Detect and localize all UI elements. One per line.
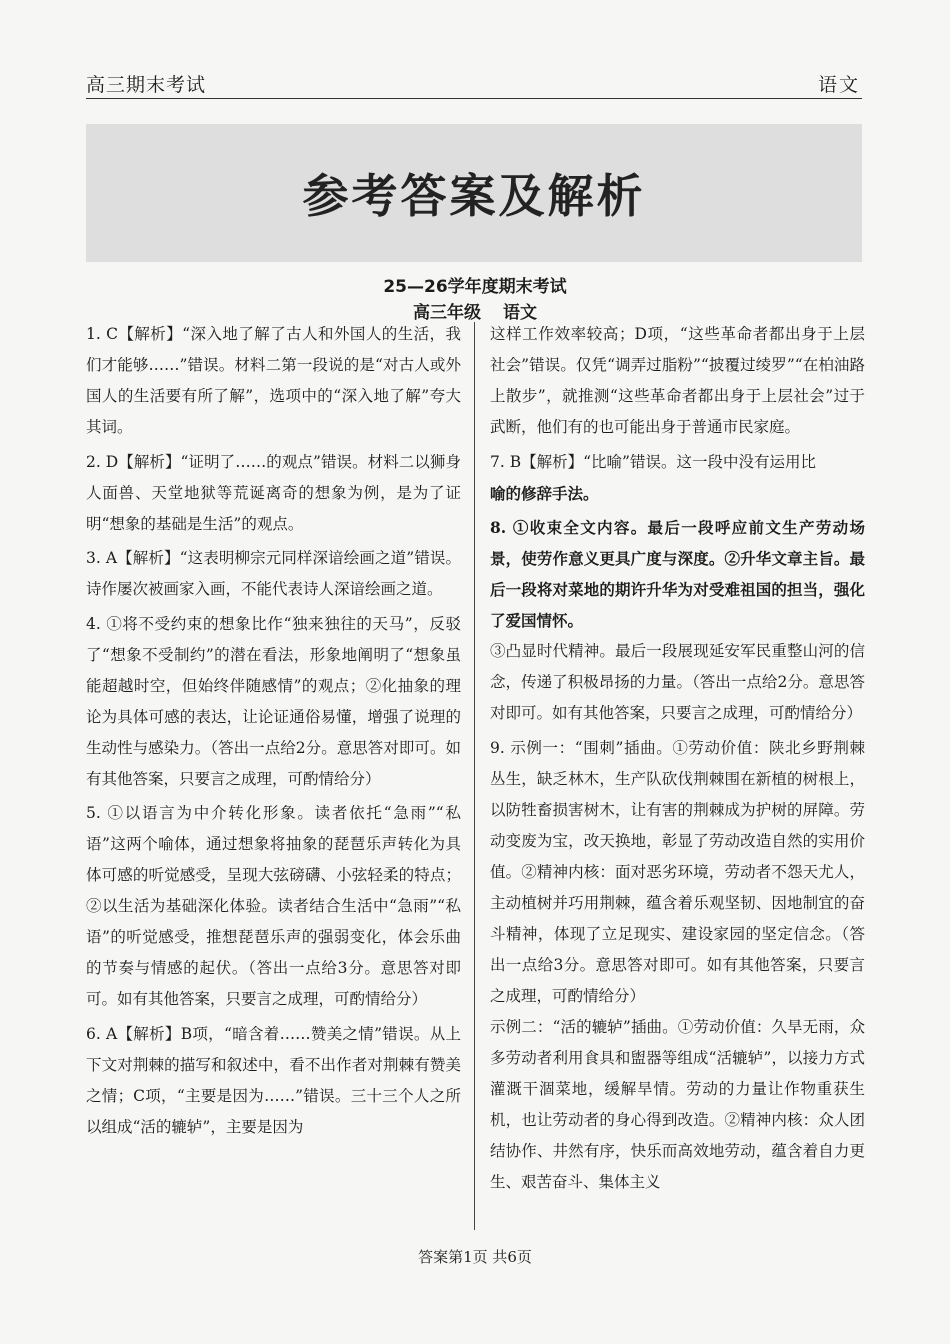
header-rule [86,98,862,99]
header-exam-title: 高三期末考试 [86,74,207,96]
answer-item: 这样工作效率较高；D项，“这些革命者都出身于上层社会”错误。仅凭“调弄过脂粉”“披覆过绫罗”“在柏油路上散步”，就推测“这些革命者都出身于上层社会”过于武断，他们有的也可能出身于普通市民家庭。 [490,325,865,436]
answer-item: 6. A【解析】B项，“暗含着……赞美之情”错误。从上下文对荆棘的描写和叙述中，看不出作者对荆棘有赞美之情；C项，“主要是因为……”错误。三十三个人之所以组成“活的辘轳”，主要是因为 [86,1024,461,1136]
answer-item: 9. 示例一：“围刺”插曲。①劳动价值：陕北乡野荆棘丛生，缺乏林木，生产队砍伐荆棘围在新植的树根上，以防牲畜损害树木，让有害的荆棘成为护树的屏障。劳动变废为宝，改天换地，彰显了劳动改造自然的实用价值。②精神内核：面对恶劣环境，劳动者不怨天尤人，主动植树并巧用荆棘，蕴含着乐观坚韧、因地制宜的奋斗精神，体现了立足现实、建设家园的坚定信念。（答出一点给3分。意思答对即可。如有其他答案，只要言之成理，可酌情给分） [490,738,865,1005]
exam-subtitle: 25—26学年度期末考试 [383,277,567,297]
answer-item: 3. A【解析】“这表明柳宗元同样深谙绘画之道”错误。诗作屡次被画家入画，不能代表诗人深谙绘画之道。 [86,549,461,598]
answer-item: 示例二：“活的辘轳”插曲。①劳动价值：久旱无雨，众多劳动者利用食具和盥器等组成“活辘轳”，以接力方式灌溉干涸菜地，缓解旱情。劳动的力量让作物重获生机，也让劳动者的身心得到改造。②精神内核：众人团结协作、井然有序，快乐而高效地劳动，蕴含着自力更生、艰苦奋斗、集体主义 [490,1017,865,1191]
answer-item: 5. ①以语言为中介转化形象。读者依托“急雨”“私语”这两个喻体，通过想象将抽象的琵琶乐声转化为具体可感的听觉感受，呈现大弦磅礴、小弦轻柔的特点；②以生活为基础深化体验。读者结合生活中“急雨”“私语”的听觉感受，推想琵琶乐声的强弱变化，体会乐曲的节奏与情感的起伏。（答出一点给3分。意思答对即可。如有其他答案，只要言之成理，可酌情给分） [86,804,461,1008]
answer-item-bold: 8. ①收束全文内容。最后一段呼应前文生产劳动场景，使劳作意义更具广度与深度。②升华文章主旨。最后一段将对菜地的期许升华为对受难祖国的担当，强化了爱国情怀。 [490,518,865,630]
left-column [86,319,461,1146]
right-column [490,319,865,1201]
answer-item: 2. D【解析】“证明了……的观点”错误。材料二以狮身人面兽、天堂地狱等荒诞离奇的想象为例，是为了证明“想象的基础是生活”的观点。 [86,452,461,533]
answer-item: ③凸显时代精神。最后一段展现延安军民重整山河的信念，传递了积极昂扬的力量。（答出一点给2分。意思答对即可。如有其他答案，只要言之成理，可酌情给分） [490,642,865,722]
answer-item: 1. C【解析】“深入地了解了古人和外国人的生活，我们才能够……”错误。材料二第一段说的是“对古人或外国人的生活要有所了解”，选项中的“深入地了解”夸大其词。 [86,325,461,436]
page-footer: 答案第1页 共6页 [418,1248,532,1266]
answer-item: 4. ①将不受约束的想象比作“独来独往的天马”，反驳了“想象不受制约”的潜在看法，形象地阐明了“想象虽能超越时空，但始终伴随感情”的观点；②化抽象的理论为具体可感的表达，让论证通俗易懂，增强了说理的生动性与感染力。（答出一点给2分。意思答对即可。如有其他答案，只要言之成理，可酌情给分） [86,614,461,788]
answer-item-bold: 喻的修辞手法。 [490,483,599,503]
subject-label: 语文 [503,303,537,323]
answer-item: 7. B【解析】“比喻”错误。这一段中没有运用比 [490,452,816,471]
grade-label: 高三年级 [413,303,481,323]
header-subject: 语文 [817,74,860,96]
page-title: 参考答案及解析 [302,169,646,223]
title-banner [86,124,862,262]
column-divider [474,322,475,1230]
